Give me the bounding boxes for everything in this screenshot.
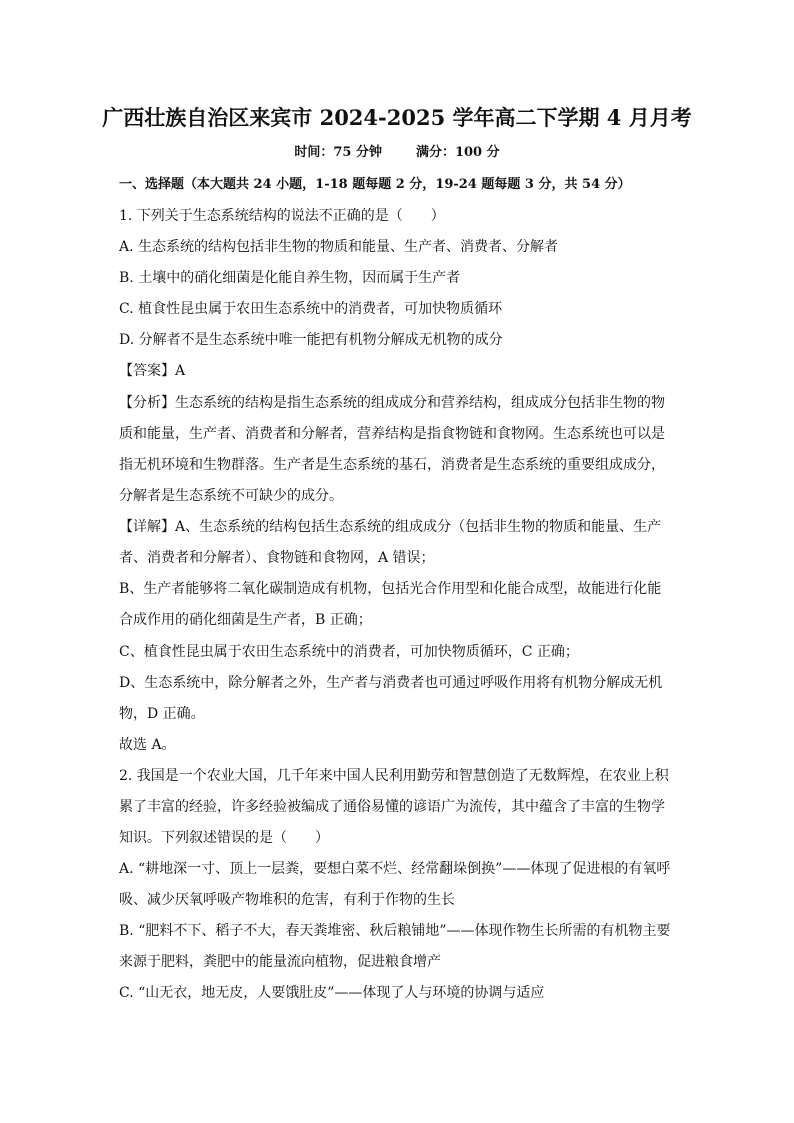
- question-1-option-a: A. 生态系统的结构包括非生物的物质和能量、生产者、消费者、分解者: [119, 239, 559, 255]
- question-2-option-c: C. “山无衣，地无皮，人要饿肚皮”——体现了人与环境的协调与适应: [119, 985, 545, 1001]
- question-2-option-b: B. “肥料不下、稻子不大，春天粪堆密、秋后粮铺地”——体现作物生长所需的有机物主要: [119, 923, 671, 939]
- question-2-stem: 累了丰富的经验，许多经验被编成了通俗易懂的谚语广为流传，其中蕴含了丰富的生物学: [119, 799, 665, 815]
- detail-line: D、生态系统中，除分解者之外，生产者与消费者也可通过呼吸作用将有机物分解成无机: [119, 675, 663, 691]
- detail-line: 者、消费者和分解者）、食物链和食物网，A 错误；: [119, 550, 435, 566]
- analysis-line: 质和能量，生产者、消费者和分解者，营养结构是指食物链和食物网。生态系统也可以是: [119, 426, 665, 442]
- detail-line: 【详解】A、生态系统的结构包括生态系统的组成成分（包括非生物的物质和能量、生产: [119, 519, 662, 535]
- question-2-option-b: 来源于肥料，粪肥中的能量流向植物，促进粮食增产: [119, 954, 441, 970]
- detail-line: 合成作用的硝化细菌是生产者，B 正确；: [119, 612, 372, 628]
- detail-line: C、植食性昆虫属于农田生态系统中的消费者，可加快物质循环，C 正确；: [119, 644, 579, 660]
- section-heading: 一、选择题（本大题共 24 小题，1-18 题每题 2 分，19-24 题每题 3 分，共 54 分）: [119, 177, 631, 192]
- choice-conclusion: 故选 A。: [119, 737, 176, 753]
- exam-meta: [0, 143, 794, 163]
- exam-score: 满分：100 分: [415, 145, 500, 160]
- document-title: 广西壮族自治区来宾市 2024-2025 学年高二下学期 4 月月考: [102, 105, 692, 130]
- answer-label: 【答案】A: [119, 363, 186, 379]
- question-1-option-d: D. 分解者不是生态系统中唯一能把有机物分解成无机物的成分: [119, 332, 503, 348]
- question-1-stem: 1. 下列关于生态系统结构的说法不正确的是（ ）: [119, 208, 445, 224]
- question-1-option-b: B. 土壤中的硝化细菌是化能自养生物，因而属于生产者: [119, 270, 461, 286]
- question-2-stem: 知识。下列叙述错误的是（ ）: [119, 830, 329, 846]
- exam-time: 时间：75 分钟: [294, 145, 382, 160]
- analysis-line: 【分析】生态系统的结构是指生态系统的组成成分和营养结构，组成成分包括非生物的物: [119, 395, 665, 411]
- analysis-line: 指无机环境和生物群落。生产者是生态系统的基石，消费者是生态系统的重要组成成分，: [119, 457, 665, 473]
- question-2-option-a: 吸、减少厌氧呼吸产物堆积的危害，有利于作物的生长: [119, 892, 455, 908]
- detail-line: 物，D 正确。: [119, 706, 205, 722]
- analysis-line: 分解者是生态系统不可缺少的成分。: [119, 488, 343, 504]
- detail-line: B、生产者能够将二氧化碳制造成有机物，包括光合作用型和化能合成型，故能进行化能: [119, 581, 662, 597]
- question-2-option-a: A. “耕地深一寸、顶上一层粪，要想白菜不烂、经常翻垛倒换”——体现了促进根的有氧呼: [119, 861, 671, 877]
- question-1-option-c: C. 植食性昆虫属于农田生态系统中的消费者，可加快物质循环: [119, 301, 503, 317]
- question-2-stem: 2. 我国是一个农业大国，几千年来中国人民利用勤劳和智慧创造了无数辉煌，在农业上积: [119, 768, 669, 784]
